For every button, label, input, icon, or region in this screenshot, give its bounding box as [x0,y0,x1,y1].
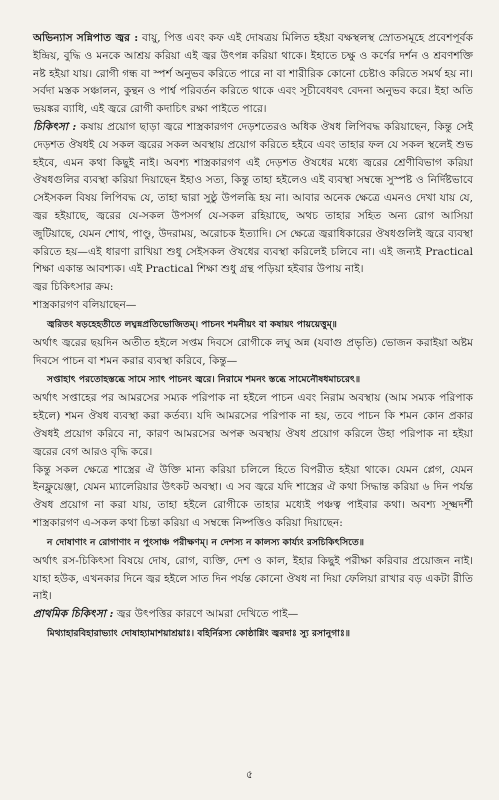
heading-primary-treatment: প্রাথমিক চিকিৎসা : [33,608,114,621]
text-treatment: কষায় প্রয়োগ ছাড়া জ্বরে শাস্ত্রকারগণ দেড়শতেরও অধিক ঔষধ লিপিবদ্ধ করিয়াছেন, কিন্তু সেই দেড়শত ঔষধই যে সকল জ্বরের সকল অবস্থায় প্রয়োগ করিতে হইবে এবং তাহার ফল যে সকল স্থলেই শুভ হইবে, এমন কথা কিছুই নাই। অবশ্য শাস্ত্রকারগণ এই দেড়শত ঔষধের মধ্যে জ্বরের শ্রেণীবিভাগ করিয়া ঔষধগুলির ব্যবস্থা করিয়া দিয়াছেন ইহাও সত্য, কিন্তু তাহা হইলেও এই ব্যবস্থা সম্বন্ধে সুস্পষ্ট ও নির্দিষ্টভাবে সেইসকল বিষয় লিপিবদ্ধ যে, তাহা দ্বারা সুষ্ঠু উপলব্ধি হয় না। আবার অনেক ক্ষেত্রে এমনও দেখা যায় যে, জ্বর হইয়াছে, জ্বরের যে-সকল উপসর্গ যে-সকল রহিয়াছে, অথচ তাহার সহিত অন্য রোগ আসিয়া জুটিয়াছে, যেমন শোথ, পাণ্ডু, উদরাময়, অরোচক ইত্যাদি। সে ক্ষেত্রে জ্বরাধিকারের ঔষধগুলিই জ্বরে ব্যবস্থা করিতে হয়—এই ধারণা রাখিয়া শুধু সেইসকল ঔষধের ব্যবস্থা করিলেই চলিবে না। এই জন্যই Practical শিক্ষা একান্ত আবশ্যক। এই Practical শিক্ষা শুধু গ্রন্থ পড়িয়া হইবার উপায় নাই। [33,120,474,276]
paragraph-explanation-1: অর্থাৎ জ্বরের ছয়দিন অতীত হইলে সপ্তম দিবসে রোগীকে লঘু অন্ন (যবাগু প্রভৃতি) ভোজন করাইয়া অষ্টম দিবসে পাচন বা শমন করার ব্যবস্থা করিবে, কিন্তু— [33,336,473,367]
paragraph-abhinyasa [33,30,473,119]
heading-treatment: চিকিৎসা : [33,120,77,133]
paragraph-explanation-3: কিন্তু সকল ক্ষেত্রে শাস্ত্রের ঐ উক্তি মান্য করিয়া চলিলে হিতে বিপরীত হইয়া থাকে। যেমন প্লেগ, যেমন ইনফ্লুয়েঞ্জা, যেমন ম্যালেরিয়ার উৎকট অবস্থা। এ সব জ্বরে যদি শাস্ত্রের ঐ কথা সিদ্ধান্ত করিয়া ৬ দিন পর্যন্ত ঔষধ প্রয়োগ না করা যায়, তাহা হইলে রোগীকে তাহার মধ্যেই পঞ্চত্ব পাইবার কথা। অবশ্য সূক্ষ্মদর্শী শাস্ত্রকারগণ এ-সকল কথা চিন্তা করিয়া এ সম্বন্ধে নিষ্পত্তিও করিয়া দিয়াছেন: [33,463,473,529]
text-abhinyasa: বায়ু, পিত্ত এবং কফ এই দোষত্রয় মিলিত হইয়া বক্ষস্থলস্থ স্রোতসমূহে প্রবেশপূর্বক ইন্দ্রিয়, বুদ্ধি ও মনকে আশ্রয় করিয়া এই জ্বর উৎপন্ন করিয়া থাকে। ইহাতে চক্ষু ও কর্ণের দর্শন ও শ্রবণশক্তি নষ্ট হইয়া যায়। রোগী গন্ধ বা স্পর্শ অনুভব করিতে পারে না বা শারীরিক কোনো চেষ্টাও করিতে সমর্থ হয় না। সর্বদা মস্তক সঞ্চালন, কুন্থন ও পার্শ্ব পরিবর্তন করিতে থাকে এবং সূচীবেধবৎ বেদনা অনুভব করে। ইহা অতি ভয়ঙ্কর ব্যাধি, এই জ্বরে রোগী কদাচিৎ রক্ষা পাইতে পারে। [33,32,473,116]
text-primary-treatment: জ্বর উৎপত্তির কারণে আমরা দেখিতে পাই— [113,608,299,621]
sanskrit-verse-1: জ্বরিতং ষড়হেহতীতে লঘ্বন্নপ্রতিভোজিতম্। পাচনং শমনীয়ং বা কষায়ং পায়য়েত্তুম্॥ [47,318,337,330]
sanskrit-verse-3: ন দোষাণাং ন রোগাণাং ন পুংসাঞ্চ পরীক্ষণম্। ন দেশস্য ন কালস্য কার্য্যং রসচিকিৎসিতে॥ [47,536,365,548]
sanskrit-verse-4: মিথ্যাহারবিহারাভ্যাং দোষাহ্যামাশয়াশ্রয়াঃ। বহির্নিরস্য কোষ্ঠাগ্নিং জ্বরদাঃ স্যু রসানুগাঃ॥ [47,627,351,639]
paragraph-explanation-4: অর্থাৎ রস-চিকিৎসা বিষয়ে দোষ, রোগ, ব্যক্তি, দেশ ও কাল, ইহার কিছুই পরীক্ষা করিবার প্রয়োজন নাই। যাহা হউক, এখনকার দিনে জ্বর হইলে সাত দিন পর্যন্ত কোনো ঔষধ না দিয়া ফেলিয়া রাখার বড় একটা রীতি নাই। [33,554,473,603]
section-heading-order: জ্বর চিকিৎসার ক্রম: [33,281,114,294]
sanskrit-verse-2: সপ্তাহাৎ পরতোহস্তব্ধে সামে স্যাৎ পাচনং জ্বরে। নিরামে শমনং স্তব্ধে সামেনৌষধমাচরেৎ॥ [47,374,361,386]
paragraph-primary-treatment [33,606,473,624]
heading-abhinyasa: অভিন্যাস সন্নিপাত জ্বর : [33,32,139,44]
paragraph-treatment [33,119,473,279]
intro-line: শাস্ত্রকারগণ বলিয়াছেন— [33,298,137,311]
paragraph-explanation-2: অর্থাৎ সপ্তাহের পর আমরসের সম্যক পরিপাক না হইলে পাচন এবং নিরাম অবস্থায় (আম সম্যক পরিপাক হইলে) শমন ঔষধ ব্যবস্থা করা কর্তব্য। যদি আমরসের পরিপাক না হয়, তবে পাচন কি শমন কোন প্রকার ঔষধই প্রয়োগ করিবে না, কারণ আমরসের অপক্ব অবস্থায় ঔষধ প্রয়োগ করিলে উহা পরিপাক না হইয়া জ্বরের বেগ আরও বৃদ্ধি করে। [33,392,473,458]
page-number: ৫ [245,768,254,781]
